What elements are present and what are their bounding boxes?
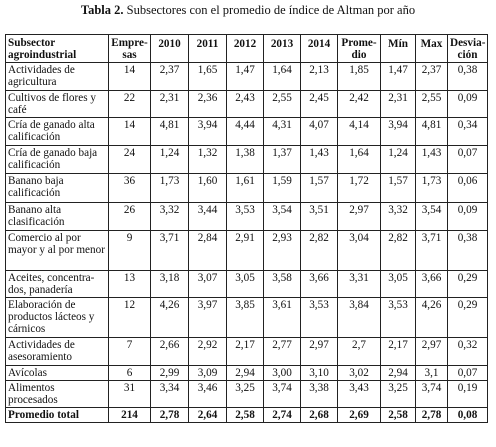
value-cell: 2,42 — [338, 91, 381, 118]
value-cell: 3,18 — [151, 271, 189, 298]
value-cell: 0,19 — [448, 381, 488, 408]
header-2014: 2014 — [301, 35, 338, 63]
header-desviacion: Desvia-ción — [448, 35, 488, 63]
table-row — [6, 146, 488, 174]
subsector-cell: Elaboración de productos lácteos y cárnicos — [6, 298, 109, 338]
value-cell: 2,94 — [381, 366, 416, 381]
value-cell: 1,43 — [416, 146, 448, 174]
header-2012: 2012 — [227, 35, 264, 63]
value-cell: 1,65 — [189, 63, 227, 91]
value-cell: 1,57 — [301, 174, 338, 203]
value-cell: 2,94 — [227, 366, 264, 381]
altman-table — [5, 34, 488, 423]
value-cell: 1,38 — [227, 146, 264, 174]
value-cell: 0,29 — [448, 271, 488, 298]
value-cell: 3,58 — [264, 271, 301, 298]
value-cell: 1,64 — [264, 63, 301, 91]
subsector-cell: Cría de ganado alta calificación — [6, 118, 109, 146]
subsector-cell: Comercio al por mayor y al por menor — [6, 231, 109, 271]
table-row — [6, 63, 488, 91]
value-cell: 14 — [109, 118, 151, 146]
value-cell: 2,82 — [381, 231, 416, 271]
value-cell: 3,54 — [416, 203, 448, 231]
value-cell: 2,97 — [338, 203, 381, 231]
value-cell: 3,74 — [264, 381, 301, 408]
value-cell: 3,85 — [227, 298, 264, 338]
value-cell: 36 — [109, 174, 151, 203]
table-row — [6, 203, 488, 231]
header-row — [6, 35, 488, 63]
value-cell: 1,72 — [338, 174, 381, 203]
subsector-cell: Banano alta clasificación — [6, 203, 109, 231]
value-cell: 1,73 — [151, 174, 189, 203]
value-cell: 3,94 — [381, 118, 416, 146]
value-cell: 2,82 — [301, 231, 338, 271]
table-row — [6, 118, 488, 146]
value-cell: 1,61 — [227, 174, 264, 203]
value-cell: 0,38 — [448, 63, 488, 91]
value-cell: 2,97 — [416, 338, 448, 366]
value-cell: 7 — [109, 338, 151, 366]
value-cell: 3,66 — [416, 271, 448, 298]
value-cell: 1,24 — [151, 146, 189, 174]
value-cell: 2,31 — [151, 91, 189, 118]
value-cell: 214 — [109, 408, 151, 423]
value-cell: 13 — [109, 271, 151, 298]
value-cell: 3,05 — [227, 271, 264, 298]
value-cell: 3,04 — [338, 231, 381, 271]
value-cell: 1,43 — [301, 146, 338, 174]
value-cell: 4,44 — [227, 118, 264, 146]
subsector-cell: Actividades de agricultura — [6, 63, 109, 91]
value-cell: 22 — [109, 91, 151, 118]
table-label: Tabla 2. — [80, 3, 124, 17]
value-cell: 3,53 — [301, 298, 338, 338]
value-cell: 1,37 — [264, 146, 301, 174]
header-2013: 2013 — [264, 35, 301, 63]
subsector-cell: Cultivos de flores y café — [6, 91, 109, 118]
subsector-cell: Avícolas — [6, 366, 109, 381]
value-cell: 1,85 — [338, 63, 381, 91]
value-cell: 1,73 — [416, 174, 448, 203]
table-row — [6, 381, 488, 408]
value-cell: 0,07 — [448, 366, 488, 381]
value-cell: 2,84 — [189, 231, 227, 271]
value-cell: 3,34 — [151, 381, 189, 408]
value-cell: 2,77 — [264, 338, 301, 366]
table-title: Subsectores con el promedio de índice de Altman por año — [126, 3, 416, 17]
header-max: Max — [416, 35, 448, 63]
value-cell: 2,31 — [381, 91, 416, 118]
value-cell: 1,64 — [338, 146, 381, 174]
table-caption — [0, 3, 496, 18]
value-cell: 0,07 — [448, 146, 488, 174]
value-cell: 1,47 — [381, 63, 416, 91]
value-cell: 0,32 — [448, 338, 488, 366]
value-cell: 1,24 — [381, 146, 416, 174]
value-cell: 0,09 — [448, 203, 488, 231]
value-cell: 3,94 — [189, 118, 227, 146]
value-cell: 3,38 — [301, 381, 338, 408]
value-cell: 3,05 — [381, 271, 416, 298]
value-cell: 2,99 — [151, 366, 189, 381]
value-cell: 3,53 — [381, 298, 416, 338]
value-cell: 2,64 — [189, 408, 227, 423]
value-cell: 2,69 — [338, 408, 381, 423]
value-cell: 2,55 — [416, 91, 448, 118]
value-cell: 3,74 — [416, 381, 448, 408]
value-cell: 3,61 — [264, 298, 301, 338]
header-2010: 2010 — [151, 35, 189, 63]
subsector-cell: Actividades de asesoramiento — [6, 338, 109, 366]
value-cell: 3,97 — [189, 298, 227, 338]
header-empresas: Empre-sas — [109, 35, 151, 63]
value-cell: 2,68 — [301, 408, 338, 423]
value-cell: 1,57 — [381, 174, 416, 203]
value-cell: 2,93 — [264, 231, 301, 271]
subsector-cell: Cría de ganado baja calificación — [6, 146, 109, 174]
value-cell: 2,17 — [227, 338, 264, 366]
value-cell: 4,07 — [301, 118, 338, 146]
value-cell: 2,74 — [264, 408, 301, 423]
value-cell: 3,07 — [189, 271, 227, 298]
value-cell: 2,78 — [151, 408, 189, 423]
value-cell: 3,02 — [338, 366, 381, 381]
subsector-cell: Promedio total — [6, 408, 109, 423]
value-cell: 1,60 — [189, 174, 227, 203]
value-cell: 2,78 — [416, 408, 448, 423]
value-cell: 2,13 — [301, 63, 338, 91]
value-cell: 0,08 — [448, 408, 488, 423]
total-row — [6, 408, 488, 423]
value-cell: 6 — [109, 366, 151, 381]
value-cell: 2,7 — [338, 338, 381, 366]
value-cell: 1,47 — [227, 63, 264, 91]
value-cell: 2,91 — [227, 231, 264, 271]
value-cell: 2,97 — [301, 338, 338, 366]
value-cell: 3,43 — [338, 381, 381, 408]
value-cell: 3,25 — [227, 381, 264, 408]
value-cell: 3,53 — [227, 203, 264, 231]
table-row — [6, 91, 488, 118]
value-cell: 0,34 — [448, 118, 488, 146]
value-cell: 3,10 — [301, 366, 338, 381]
value-cell: 3,32 — [151, 203, 189, 231]
value-cell: 2,55 — [264, 91, 301, 118]
value-cell: 3,71 — [151, 231, 189, 271]
table-row — [6, 231, 488, 271]
value-cell: 3,54 — [264, 203, 301, 231]
header-min: Mín — [381, 35, 416, 63]
value-cell: 2,92 — [189, 338, 227, 366]
header-promedio: Prome-dio — [338, 35, 381, 63]
value-cell: 3,09 — [189, 366, 227, 381]
table-row — [6, 174, 488, 203]
value-cell: 4,31 — [264, 118, 301, 146]
value-cell: 0,29 — [448, 298, 488, 338]
value-cell: 4,26 — [151, 298, 189, 338]
value-cell: 2,43 — [227, 91, 264, 118]
value-cell: 2,17 — [381, 338, 416, 366]
table-row — [6, 271, 488, 298]
value-cell: 3,51 — [301, 203, 338, 231]
value-cell: 2,45 — [301, 91, 338, 118]
header-2011: 2011 — [189, 35, 227, 63]
value-cell: 0,38 — [448, 231, 488, 271]
table-row — [6, 298, 488, 338]
value-cell: 4,14 — [338, 118, 381, 146]
value-cell: 3,71 — [416, 231, 448, 271]
value-cell: 3,00 — [264, 366, 301, 381]
value-cell: 12 — [109, 298, 151, 338]
value-cell: 3,84 — [338, 298, 381, 338]
value-cell: 0,06 — [448, 174, 488, 203]
subsector-cell: Alimentos procesados — [6, 381, 109, 408]
value-cell: 3,66 — [301, 271, 338, 298]
value-cell: 26 — [109, 203, 151, 231]
value-cell: 2,37 — [151, 63, 189, 91]
value-cell: 4,81 — [151, 118, 189, 146]
value-cell: 3,32 — [381, 203, 416, 231]
value-cell: 2,36 — [189, 91, 227, 118]
table-row — [6, 338, 488, 366]
value-cell: 3,31 — [338, 271, 381, 298]
value-cell: 4,26 — [416, 298, 448, 338]
subsector-cell: Aceites, concentra-dos, panadería — [6, 271, 109, 298]
value-cell: 14 — [109, 63, 151, 91]
value-cell: 31 — [109, 381, 151, 408]
table-row — [6, 366, 488, 381]
header-subsector: Subsector agroindustrial — [6, 35, 109, 63]
value-cell: 9 — [109, 231, 151, 271]
value-cell: 3,1 — [416, 366, 448, 381]
value-cell: 2,37 — [416, 63, 448, 91]
value-cell: 24 — [109, 146, 151, 174]
value-cell: 0,09 — [448, 91, 488, 118]
value-cell: 4,81 — [416, 118, 448, 146]
value-cell: 2,58 — [381, 408, 416, 423]
value-cell: 3,46 — [189, 381, 227, 408]
subsector-cell: Banano baja calificación — [6, 174, 109, 203]
value-cell: 1,59 — [264, 174, 301, 203]
value-cell: 3,44 — [189, 203, 227, 231]
value-cell: 3,25 — [381, 381, 416, 408]
value-cell: 2,58 — [227, 408, 264, 423]
value-cell: 2,66 — [151, 338, 189, 366]
value-cell: 1,32 — [189, 146, 227, 174]
